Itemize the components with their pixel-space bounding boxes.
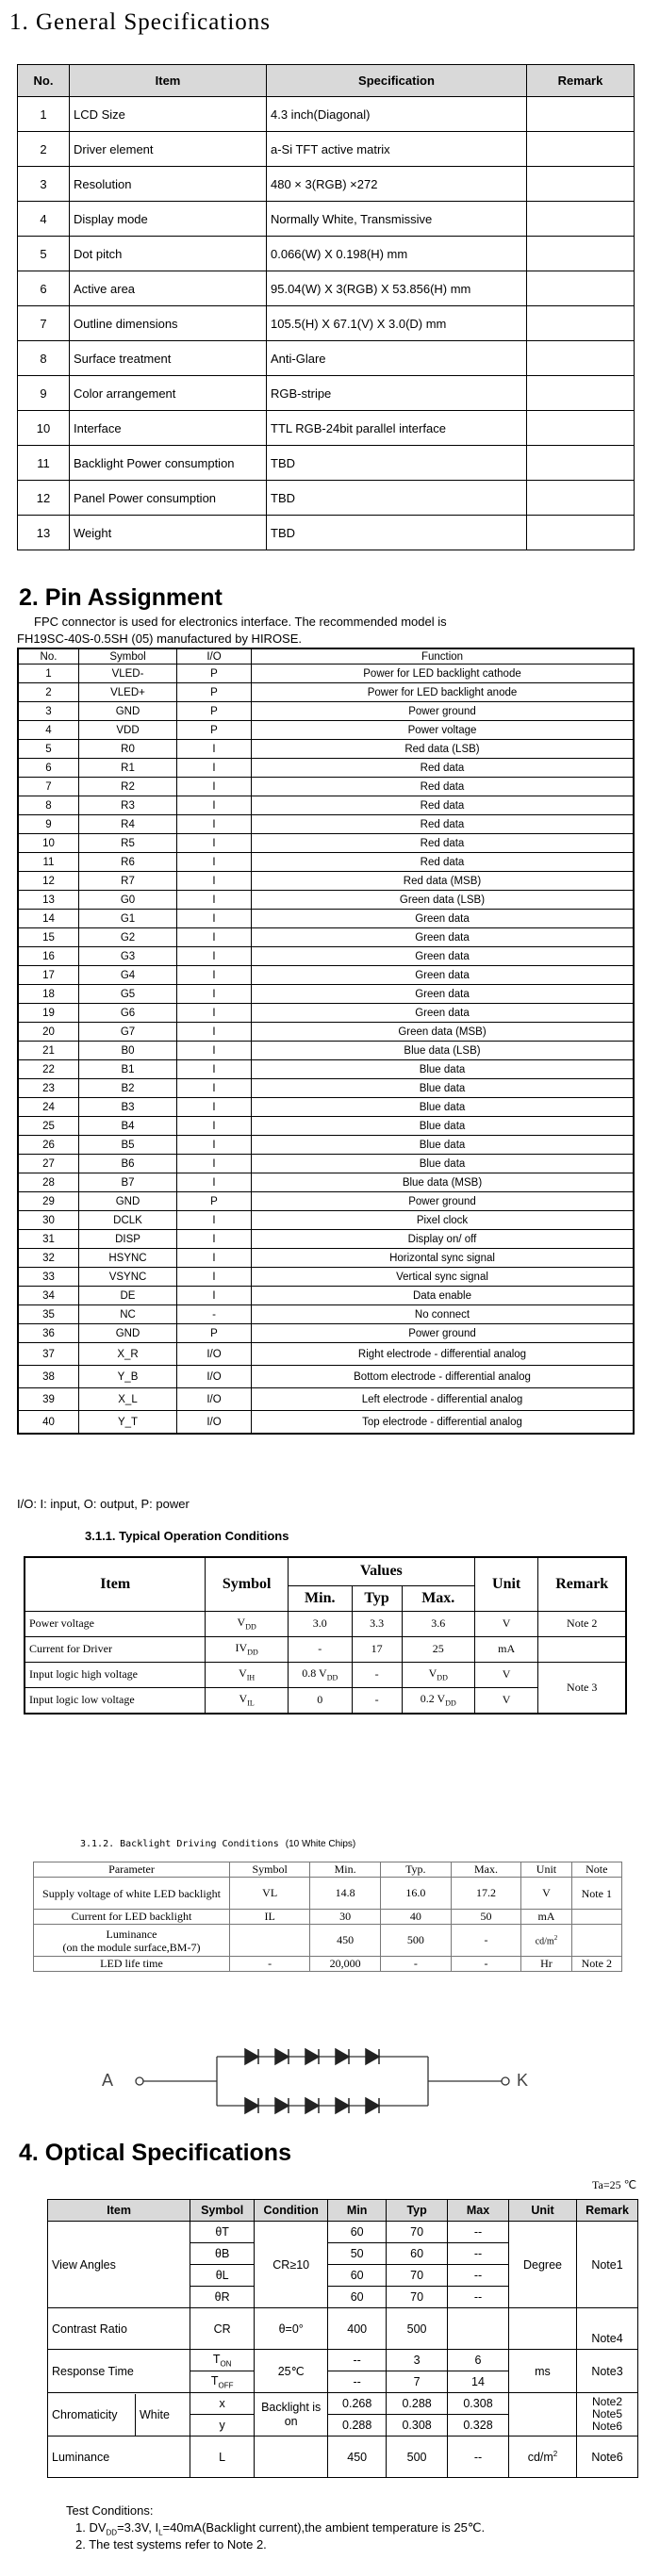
th-values: Values	[288, 1557, 474, 1585]
general-row: 8 Surface treatment Anti-Glare	[18, 341, 635, 376]
pin-row: 27 B6 I Blue data	[18, 1155, 634, 1173]
pin-row: 35 NC - No connect	[18, 1305, 634, 1324]
optical-row-chrom-y: y 0.288 0.308 0.328	[48, 2415, 638, 2437]
general-row: 10 Interface TTL RGB-24bit parallel interface	[18, 411, 635, 446]
pin-row: 2 VLED+ P Power for LED backlight anode	[18, 683, 634, 702]
typical-conditions-table	[24, 1556, 627, 1715]
optical-row-view-l: θL 60 70 --	[48, 2265, 638, 2287]
pin-assignment-table	[17, 648, 635, 1435]
optical-header-1: Symbol	[190, 2200, 255, 2222]
general-row: 9 Color arrangement RGB-stripe	[18, 376, 635, 411]
led-diode-icon	[366, 2049, 379, 2064]
pin-row: 26 B5 I Blue data	[18, 1136, 634, 1155]
general-row: 3 Resolution 480 × 3(RGB) ×272	[18, 167, 635, 202]
typical-row-current: Current for Driver $IV_{DD}$ - 17 25 mA	[25, 1636, 626, 1662]
general-row: 2 Driver element a-Si TFT active matrix	[18, 132, 635, 167]
backlight-title: 3.1.2. Backlight Driving Conditions (10 White Chips)	[80, 1839, 356, 1849]
typical-row-power: Power voltage $V_{DD}$ 3.0 3.3 3.6 V Note 2	[25, 1611, 626, 1636]
optical-row-chrom-x: Chromaticity White x Backlight is on 0.268 0.288 0.308 Note2 Note5 Note6	[48, 2393, 638, 2415]
typical-row-high: Input logic high voltage $V_{IH}$ 0.8 $V_{DD}$ - $V_{DD}$ V Note 3	[25, 1662, 626, 1687]
pin-row: 37 X_R I/O Right electrode - differential analog	[18, 1343, 634, 1366]
led-diode-icon	[245, 2098, 258, 2113]
optical-header-4: Typ	[387, 2200, 448, 2222]
pin-row: 21 B0 I Blue data (LSB)	[18, 1042, 634, 1060]
th-min: Min.	[288, 1585, 352, 1611]
pin-intro-line2: FH19SC-40S-0.5SH (05) manufactured by HIROSE.	[17, 632, 303, 646]
backlight-table	[33, 1862, 622, 1972]
typical-title: 3.1.1. Typical Operation Conditions	[85, 1529, 289, 1543]
th-typ: Typ	[352, 1585, 402, 1611]
pin-row: 13 G0 I Green data (LSB)	[18, 891, 634, 910]
pin-row: 39 X_L I/O Left electrode - differential analog	[18, 1388, 634, 1411]
optical-spec-table	[47, 2199, 638, 2478]
section-title-general: 1. General Specifications	[9, 9, 271, 35]
general-header-2: Specification	[267, 65, 527, 97]
optical-row-view-t: View Angles θT CR≥10 60 70 -- Degree Note1	[48, 2222, 638, 2243]
pin-row: 4 VDD P Power voltage	[18, 721, 634, 740]
optical-header-6: Unit	[508, 2200, 576, 2222]
optical-row-view-b: θB 50 60 --	[48, 2243, 638, 2265]
th-symbol: Symbol	[206, 1557, 289, 1611]
pin-row: 3 GND P Power ground	[18, 702, 634, 721]
pin-row: 30 DCLK I Pixel clock	[18, 1211, 634, 1230]
pin-row: 23 B2 I Blue data	[18, 1079, 634, 1098]
backlight-header-row: Parameter Symbol Min. Typ. Max. Unit Note	[34, 1862, 622, 1878]
pin-row: 19 G6 I Green data	[18, 1004, 634, 1023]
optical-header-0: Item	[48, 2200, 190, 2222]
general-row: 11 Backlight Power consumption TBD	[18, 446, 635, 481]
led-diode-icon	[275, 2049, 289, 2064]
pin-row: 38 Y_B I/O Bottom electrode - differential analog	[18, 1366, 634, 1388]
pin-row: 32 HSYNC I Horizontal sync signal	[18, 1249, 634, 1268]
general-row: 7 Outline dimensions 105.5(H) X 67.1(V) X 3.0(D) mm	[18, 306, 635, 341]
anode-label: A	[102, 2071, 114, 2090]
pin-row: 14 G1 I Green data	[18, 910, 634, 928]
optical-row-contrast: Contrast Ratio CR θ=0° 400 500 Note4	[48, 2308, 638, 2350]
led-diode-icon	[336, 2098, 349, 2113]
pin-row: 5 R0 I Red data (LSB)	[18, 740, 634, 759]
th-unit: Unit	[474, 1557, 538, 1611]
pin-row: 29 GND P Power ground	[18, 1192, 634, 1211]
led-diode-icon	[305, 2098, 319, 2113]
pin-header-2: I/O	[177, 648, 252, 665]
test-condition-2: 2. The test systems refer to Note 2.	[75, 2537, 267, 2551]
optical-header-2: Condition	[255, 2200, 328, 2222]
led-diode-icon	[305, 2049, 319, 2064]
pin-row: 9 R4 I Red data	[18, 815, 634, 834]
pin-header-3: Function	[252, 648, 635, 665]
pin-row: 31 DISP I Display on/ off	[18, 1230, 634, 1249]
backlight-row-luminance: Luminance (on the module surface,BM-7) 450 500 - $cd/m^2$	[34, 1925, 622, 1957]
pin-row: 15 G2 I Green data	[18, 928, 634, 947]
pin-header-0: No.	[18, 648, 79, 665]
optical-header-3: Min	[328, 2200, 387, 2222]
pin-row: 33 VSYNC I Vertical sync signal	[18, 1268, 634, 1287]
th-max: Max.	[402, 1585, 474, 1611]
pin-row: 7 R2 I Red data	[18, 778, 634, 796]
general-row: 5 Dot pitch 0.066(W) X 0.198(H) mm	[18, 237, 635, 271]
general-header-1: Item	[70, 65, 267, 97]
pin-header-1: Symbol	[79, 648, 177, 665]
cathode-label: K	[517, 2071, 529, 2090]
general-row: 12 Panel Power consumption TBD	[18, 481, 635, 516]
pin-row: 10 R5 I Red data	[18, 834, 634, 853]
pin-row: 34 DE I Data enable	[18, 1287, 634, 1305]
pin-row: 28 B7 I Blue data (MSB)	[18, 1173, 634, 1192]
optical-header-7: Remark	[577, 2200, 638, 2222]
led-diode-icon	[366, 2098, 379, 2113]
section-title-pins: 2. Pin Assignment	[19, 584, 223, 611]
th-item: Item	[25, 1557, 206, 1611]
pin-row: 8 R3 I Red data	[18, 796, 634, 815]
pin-row: 11 R6 I Red data	[18, 853, 634, 872]
pin-row: 18 G5 I Green data	[18, 985, 634, 1004]
pin-row: 6 R1 I Red data	[18, 759, 634, 778]
general-spec-table	[17, 64, 635, 550]
general-header-0: No.	[18, 65, 70, 97]
general-row: 1 LCD Size 4.3 inch(Diagonal)	[18, 97, 635, 132]
pin-row: 20 G7 I Green data (MSB)	[18, 1023, 634, 1042]
general-row: 6 Active area 95.04(W) X 3(RGB) X 53.856(H) mm	[18, 271, 635, 306]
pin-row: 40 Y_T I/O Top electrode - differential analog	[18, 1411, 634, 1435]
optical-header-5: Max	[448, 2200, 509, 2222]
general-header-3: Remark	[527, 65, 635, 97]
section-title-optical: 4. Optical Specifications	[19, 2140, 291, 2166]
pin-row: 22 B1 I Blue data	[18, 1060, 634, 1079]
led-diode-icon	[275, 2098, 289, 2113]
pin-legend: I/O: I: input, O: output, P: power	[17, 1497, 190, 1511]
optical-row-luminance: Luminance L 450 500 -- $cd/m^2$ Note6	[48, 2437, 638, 2478]
pin-intro-line1: FPC connector is used for electronics interface. The recommended model is	[34, 615, 447, 629]
pin-row: 24 B3 I Blue data	[18, 1098, 634, 1117]
test-conditions-title: Test Conditions:	[66, 2503, 154, 2518]
backlight-row-voltage: Supply voltage of white LED backlight VL 14.8 16.0 17.2 V Note 1	[34, 1878, 622, 1910]
typical-row-low: Input logic low voltage $V_{IL}$ 0 - 0.2 $V_{DD}$ V	[25, 1687, 626, 1714]
pin-row: 17 G4 I Green data	[18, 966, 634, 985]
optical-row-resp-off: $T_{OFF}$ -- 7 14	[48, 2371, 638, 2393]
backlight-row-life: LED life time - 20,000 - - Hr Note 2	[34, 1957, 622, 1972]
pin-row: 25 B4 I Blue data	[18, 1117, 634, 1136]
general-row: 4 Display mode Normally White, Transmissive	[18, 202, 635, 237]
led-diode-icon	[245, 2049, 258, 2064]
pin-row: 16 G3 I Green data	[18, 947, 634, 966]
test-condition-1: 1. $DV_{DD}=3.3V$, $I_L=40mA(Backlight$ current),the ambient temperature is 25℃.	[75, 2520, 486, 2537]
pin-row: 36 GND P Power ground	[18, 1324, 634, 1343]
general-row: 13 Weight TBD	[18, 516, 635, 550]
optical-row-resp-on: Response Time $T_{ON}$ 25℃ -- 3 6 ms Note3	[48, 2350, 638, 2371]
led-circuit-diagram	[113, 2036, 528, 2121]
led-diode-icon	[336, 2049, 349, 2064]
optical-row-view-r: θR 60 70 --	[48, 2287, 638, 2308]
pin-row: 1 VLED- P Power for LED backlight cathode	[18, 665, 634, 683]
backlight-row-current: Current for LED backlight IL 30 40 50 mA	[34, 1910, 622, 1925]
pin-row: 12 R7 I Red data (MSB)	[18, 872, 634, 891]
th-remark: Remark	[538, 1557, 626, 1611]
ambient-temperature: Ta=25 ℃	[592, 2178, 637, 2191]
